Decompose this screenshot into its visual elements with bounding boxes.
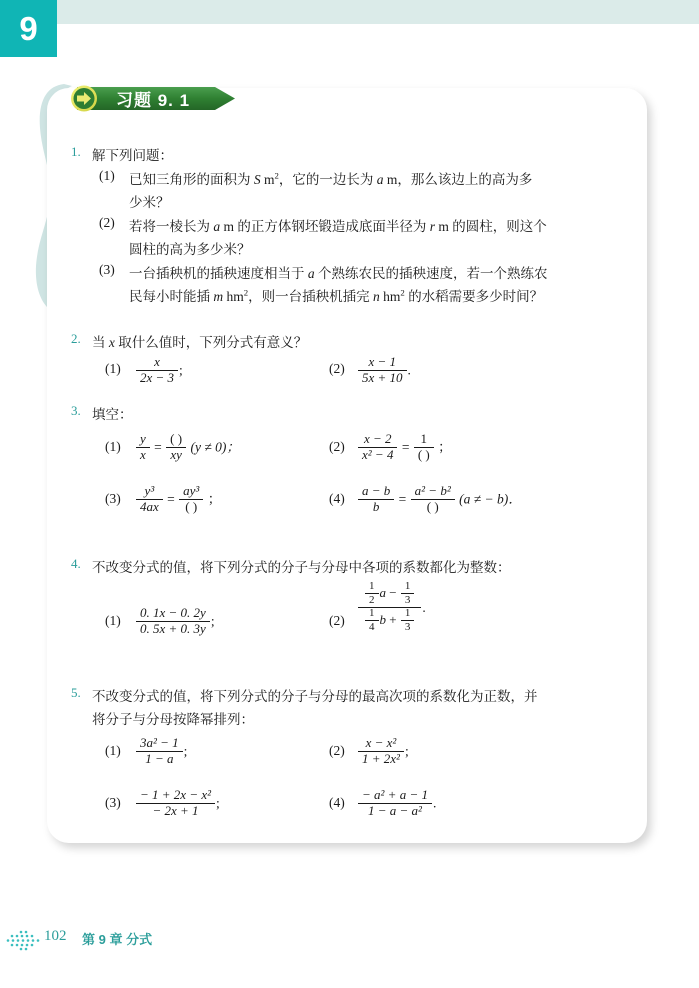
sub-item-label: (3): [105, 795, 121, 810]
sub-item-label: (2): [329, 613, 345, 628]
dot-grid-icon: [6, 930, 42, 952]
problem-number: 3.: [71, 403, 81, 418]
sub-item-text: 已知三角形的面积为 S $m^2$，它的一边长为 a m，那么该边上的高为多: [129, 170, 533, 187]
sub-item-label: (1): [99, 168, 115, 183]
sub-item-fraction: $\frac{x - 1}{5x + 10}$ .: [357, 356, 411, 387]
sub-item-label: (1): [105, 743, 121, 758]
problem-stem: 当 x 取什么值时，下列分式有意义？: [92, 335, 308, 350]
problem-stem: 不改变分式的值，将下列分式的分子与分母中各项的系数都化为整数：: [92, 560, 511, 575]
problem-stem: 不改变分式的值，将下列分式的分子与分母的最高次项的系数化为正数，并: [92, 689, 538, 704]
problem-stem: 解下列问题：: [92, 148, 173, 163]
sub-item-fraction: $\frac{\text{− a² + a − 1}}{\text{1 − a − a²}}$ .: [357, 789, 436, 820]
sub-item-label: (1): [105, 613, 121, 628]
problems-container: [47, 88, 647, 843]
sub-item-label: (2): [99, 215, 115, 230]
sub-item-label: (2): [329, 361, 345, 376]
problem-stem-cont: 将分子与分母按降幂排列：: [92, 712, 254, 727]
page-footer: [0, 926, 699, 966]
sub-item-complex-fraction: $\frac{1}{2}$ a − $\frac{1}{3}$ $\frac{1}{4}$ b + $\frac{1}{3}$ .: [357, 582, 426, 636]
sub-item-fraction: $\frac{\text{− 1 + 2x − x²}}{- 2x + 1}$ ;: [135, 789, 220, 820]
page-number: 102: [44, 928, 67, 944]
sub-item-fraction: $\frac{\text{x − x²}}{\text{1 + 2x²}}$ ;: [357, 737, 409, 768]
sub-item-text: 若将一棱长为 a m 的正方体钢坯锻造成底面半径为 r m 的圆柱，则这个: [129, 219, 547, 234]
problem-stem: 填空：: [92, 407, 133, 422]
sub-item-label: (4): [329, 795, 345, 810]
banner-title: 习题 9. 1: [116, 91, 191, 110]
sub-item-text-cont: 民每小时能插 m $hm^2$，则一台插秧机插完 n $hm^2$ 的水稻需要多少时间？: [129, 287, 544, 304]
chapter-number: 9: [19, 10, 38, 47]
sub-item-equation: $\frac{x - 2}{\text{x² − 4}}$ = $\frac{1}{( )}$ ；: [357, 433, 452, 464]
sub-item-fraction: $\frac{\text{3a² − 1}}{1 - a}$ ;: [135, 737, 187, 768]
sub-item-label: (3): [99, 262, 115, 277]
sub-item-fraction: $\frac{x}{2x - 3}$ ;: [135, 356, 183, 387]
sub-item-label: (3): [105, 491, 121, 506]
top-decorative-band: [42, 0, 699, 24]
sub-item-equation: $\frac{\text{y³}}{4ax}$ = $\frac{\text{ay³}}{( )}$ ；: [135, 485, 221, 516]
footer-chapter-label: 第 9 章 分式: [82, 932, 153, 947]
sub-item-label: (2): [329, 743, 345, 758]
problem-number: 2.: [71, 331, 81, 346]
sub-item-text-cont: 少米？: [129, 195, 170, 210]
sub-item-label: (1): [105, 439, 121, 454]
sub-item-label: (2): [329, 439, 345, 454]
sub-item-text-cont: 圆柱的高为多少米？: [129, 242, 251, 257]
sub-item-equation: $\frac{y}{x}$ = $\frac{( )}{xy}$ (y ≠ 0)；: [135, 433, 240, 464]
problem-number: 4.: [71, 556, 81, 571]
sub-item-label: (4): [329, 491, 345, 506]
sub-item-equation: $\frac{a - b}{b}$ = $\frac{\text{a² − b²}}{( )}$ (a ≠ − b)．: [357, 485, 522, 516]
sub-item-text: 一台插秧机的插秧速度相当于 a 个熟练农民的插秧速度，若一个熟练农: [129, 266, 548, 281]
chapter-number-tab: [0, 0, 57, 57]
sub-item-label: (1): [105, 361, 121, 376]
problem-number: 5.: [71, 685, 81, 700]
problem-number: 1.: [71, 144, 81, 159]
sub-item-fraction: $\frac{0. 1x - 0. 2y}{0. 5x + 0. 3y}$ ;: [135, 607, 215, 638]
